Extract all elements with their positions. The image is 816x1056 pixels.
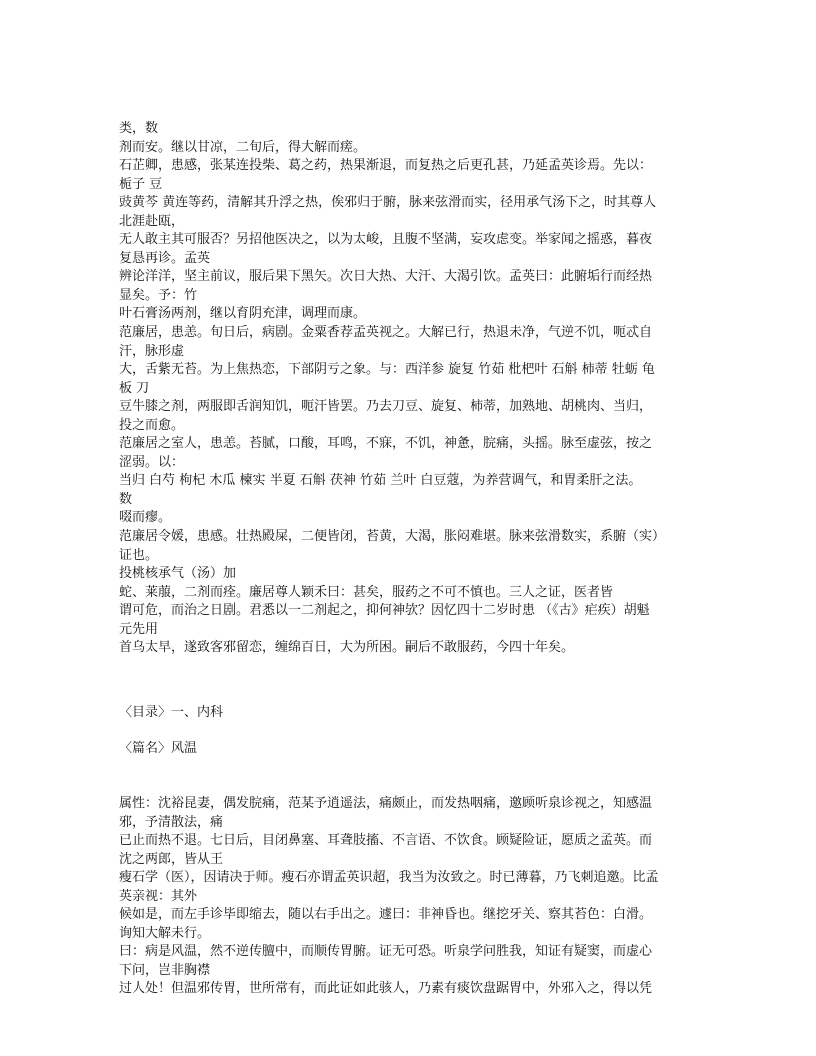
text-line: 已止而热不退。七日后，目闭鼻塞、耳聋肢搐、不言语、不饮食。顾疑险证，愿质之孟英。而 xyxy=(119,833,653,849)
text-line: 复恳再诊。孟英 xyxy=(119,250,211,266)
text-line: 显矣。予：竹 xyxy=(119,287,198,303)
text-line: 辨论洋洋，坚主前议，服后果下黑矢。次日大热、大汗、大渴引饮。孟英曰：此腑垢行而经热 xyxy=(119,269,653,285)
text-line: 沈之两郎，皆从王 xyxy=(119,851,224,867)
text-block-wind-warmth xyxy=(119,795,719,999)
text-line: 询知大解未行。 xyxy=(119,925,211,941)
text-line: 投桃核承气（汤）加 xyxy=(119,566,237,582)
text-line: 范廉居，患恙。旬日后，病剧。金粟香荐孟英视之。大解已行，热退未净，气逆不饥，呃忒自 xyxy=(119,325,653,341)
text-line: 候如是，而左手诊毕即缩去，随以右手出之。遽曰：非神昏也。继挖牙关、察其苔色：白滑。 xyxy=(119,907,653,923)
text-line: 涩弱。以： xyxy=(119,454,185,470)
text-line: 豉黄芩 黄连等药，清解其升浮之热，俟邪归于腑，脉来弦滑而实，径用承气汤下之，时其尊人 xyxy=(119,195,657,211)
text-line: 过人处！但温邪传胃，世所常有，而此证如此骇人，乃素有痰饮盘踞胃中，外邪入之，得以凭 xyxy=(119,981,653,997)
chapter-title: 〈篇名〉风温 xyxy=(119,741,198,756)
text-line: 证也。 xyxy=(119,547,159,563)
text-line: 投之而愈。 xyxy=(119,417,185,433)
text-line: 当归 白芍 枸杞 木瓜 楝实 半夏 石斛 茯神 竹茹 兰叶 白豆蔻，为养营调气，和胃柔肝之法。 xyxy=(119,473,642,489)
text-line: 元先用 xyxy=(119,621,159,637)
text-line: 数 xyxy=(119,491,133,507)
toc-line: 〈目录〉一、内科 xyxy=(119,705,224,720)
text-line: 板 刀 xyxy=(119,380,150,396)
text-line: 叶石膏汤两剂，继以育阴充津，调理而康。 xyxy=(119,306,367,322)
table-of-contents-heading xyxy=(119,704,719,723)
text-line: 谓可危，而治之日剧。君悉以一二剂起之，抑何神欤？因忆四十二岁时患 （《古》疟疾）胡魁 xyxy=(119,603,650,619)
text-line: 啜而瘳。 xyxy=(119,510,172,526)
text-line: 范廉居令媛，患感。壮热殿屎，二便皆闭，苔黄，大渴，胀闷难堪。脉来弦滑数实，系腑（实） xyxy=(119,529,666,545)
text-line: 汗，脉形虚 xyxy=(119,343,185,359)
text-line: 石芷卿，患感，张某连投柴、葛之药，热果渐退，而复热之后更孔甚，乃延孟英诊焉。先以： xyxy=(119,158,653,174)
text-line: 豆牛膝之剂，两服即舌润知饥，呃汗皆罢。乃去刀豆、旋复、柿蒂，加熟地、胡桃肉、当归， xyxy=(119,399,653,415)
text-line: 范廉居之室人，患恙。苔腻，口酸，耳鸣，不寐，不饥，神惫，脘痛，头摇。脉至虚弦，按之 xyxy=(119,436,653,452)
text-line: 剂而安。继以甘凉，二旬后，得大解而瘥。 xyxy=(119,139,367,155)
text-line: 北涯赴瓯， xyxy=(119,213,185,229)
chapter-title-block xyxy=(119,740,719,759)
text-line: 首乌太早，遂致客邪留恋，缠绵百日，大为所困。嗣后不敢服药，今四十年矣。 xyxy=(119,640,575,656)
text-line: 大，舌紫无苔。为上焦热恋，下部阴亏之象。与：西洋参 旋复 竹茹 枇杷叶 石斛 柿蒂 牡蛎 龟 xyxy=(119,362,655,378)
text-line: 蛇、莱菔，二剂而痊。廉居尊人颖禾曰：甚矣，服药之不可不慎也。三人之证，医者皆 xyxy=(119,584,614,600)
text-line: 瘦石学（医），因请决于师。瘦石亦谓孟英识超，我当为汝致之。时已薄暮，乃飞刺追邀。比孟 xyxy=(119,870,659,886)
text-line: 无人敢主其可服否？另招他医决之，以为太峻，且腹不坚满，妄攻虑变。举家闻之摇惑，暮夜 xyxy=(119,232,653,248)
text-line: 邪，予清散法，痛 xyxy=(119,814,224,830)
text-line: 属性：沈裕昆妻，偶发脘痛，范某予逍遥法，痛颇止，而发热咽痛，邀顾听泉诊视之，知感温 xyxy=(119,796,653,811)
text-block-case-records xyxy=(119,120,719,658)
text-line: 曰：病是风温，然不逆传膻中，而顺传胃腑。证无可恐。听泉学问胜我，知证有疑窦，而虚心 xyxy=(119,944,653,960)
text-line: 类，数 xyxy=(119,121,159,136)
text-line: 下问，岂非胸襟 xyxy=(119,962,211,978)
text-line: 英亲视：其外 xyxy=(119,888,198,904)
text-line: 栀子 豆 xyxy=(119,176,163,192)
